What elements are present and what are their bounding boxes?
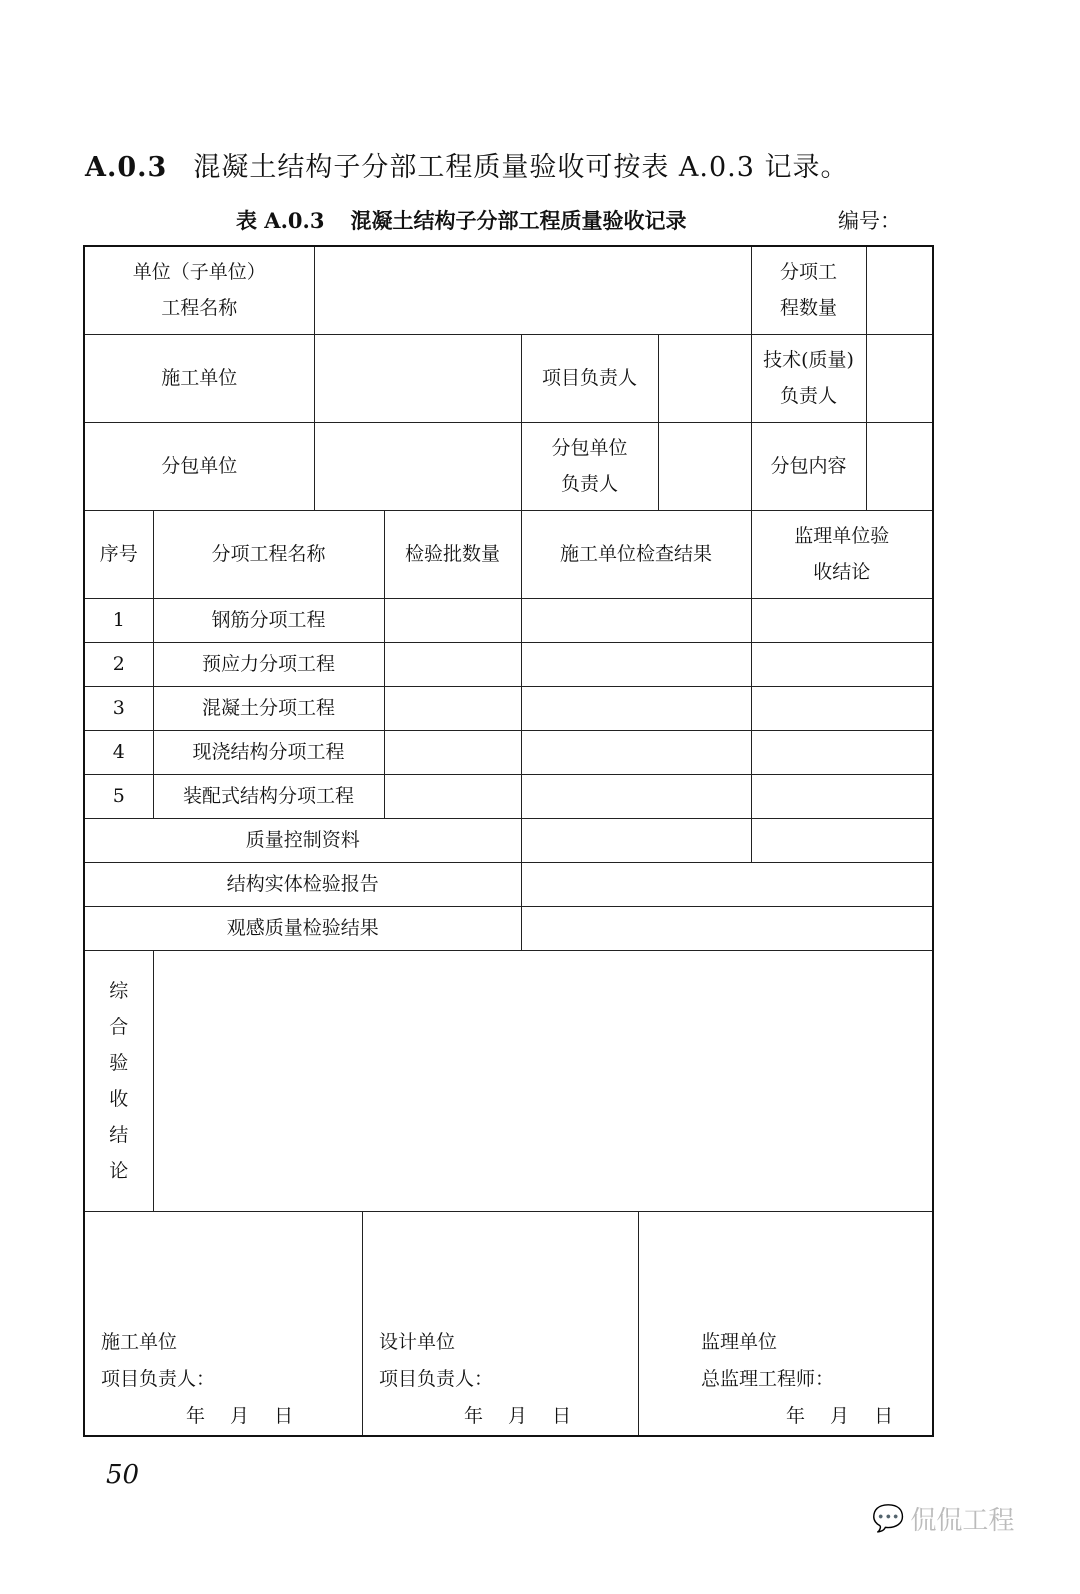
quality-accept-cell[interactable] — [751, 818, 933, 862]
col-batch: 检验批数量 — [384, 510, 521, 598]
conclusion-row — [84, 950, 933, 1211]
table-row — [84, 422, 933, 510]
subcontractor-cell[interactable] — [314, 422, 521, 510]
col-no: 序号 — [84, 510, 153, 598]
code-label: 编号： — [838, 209, 901, 233]
signature-contractor[interactable] — [85, 1212, 362, 1435]
table-id: 表 A.0.3 — [236, 208, 325, 233]
quality-check-cell[interactable] — [521, 818, 751, 862]
accept-cell[interactable] — [751, 642, 933, 686]
item-name: 预应力分项工程 — [153, 642, 384, 686]
table-row — [84, 686, 933, 730]
header-row — [84, 510, 933, 598]
sig-unit: 监理单位 — [701, 1330, 778, 1353]
subcontractor-label: 分包单位 — [84, 422, 314, 510]
table-row — [84, 818, 933, 862]
item-no: 1 — [84, 598, 153, 642]
section-id: A.0.3 — [85, 152, 168, 183]
batch-cell[interactable] — [384, 642, 521, 686]
page-number: 50 — [106, 1460, 140, 1490]
signature-design[interactable] — [362, 1212, 638, 1435]
table-row — [84, 334, 933, 422]
accept-cell[interactable] — [751, 774, 933, 818]
table-row — [84, 730, 933, 774]
col-check: 施工单位检查结果 — [521, 510, 751, 598]
item-no: 4 — [84, 730, 153, 774]
item-count-cell[interactable] — [866, 246, 933, 334]
check-cell[interactable] — [521, 686, 751, 730]
contractor-label: 施工单位 — [84, 334, 314, 422]
project-manager-label: 项目负责人 — [521, 334, 658, 422]
tech-manager-cell[interactable] — [866, 334, 933, 422]
sig-date: 年 月 日 — [786, 1404, 894, 1427]
entity-report-label: 结构实体检验报告 — [84, 862, 521, 906]
sig-unit: 设计单位 — [379, 1330, 456, 1353]
table-title: 混凝土结构子分部工程质量验收记录 — [350, 208, 687, 233]
batch-cell[interactable] — [384, 686, 521, 730]
sig-date: 年 月 日 — [186, 1404, 294, 1427]
section-heading — [85, 145, 849, 184]
item-count-label: 分项工程数量 — [751, 246, 866, 334]
watermark-text: 侃侃工程 — [910, 1506, 1015, 1536]
table-caption — [236, 205, 686, 235]
item-name: 混凝土分项工程 — [153, 686, 384, 730]
project-manager-cell[interactable] — [658, 334, 751, 422]
item-no: 5 — [84, 774, 153, 818]
conclusion-cell[interactable] — [153, 950, 933, 1211]
item-name: 现浇结构分项工程 — [153, 730, 384, 774]
item-no: 3 — [84, 686, 153, 730]
sig-date: 年 月 日 — [464, 1404, 572, 1427]
batch-cell[interactable] — [384, 730, 521, 774]
col-accept: 监理单位验收结论 — [751, 510, 933, 598]
appearance-label: 观感质量检验结果 — [84, 906, 521, 950]
acceptance-table — [83, 245, 934, 1437]
item-name: 装配式结构分项工程 — [153, 774, 384, 818]
signature-row — [84, 1211, 933, 1436]
col-name: 分项工程名称 — [153, 510, 384, 598]
watermark — [872, 1500, 1014, 1537]
project-name-label: 单位（子单位）工程名称 — [84, 246, 314, 334]
table-row — [84, 774, 933, 818]
item-name: 钢筋分项工程 — [153, 598, 384, 642]
appearance-cell[interactable] — [521, 906, 933, 950]
check-cell[interactable] — [521, 642, 751, 686]
table-row — [84, 862, 933, 906]
sig-person: 项目负责人： — [101, 1367, 216, 1390]
section-text: 混凝土结构子分部工程质量验收可按表 A.0.3 记录。 — [193, 152, 849, 183]
contractor-cell[interactable] — [314, 334, 521, 422]
conclusion-label — [84, 950, 153, 1211]
table-row — [84, 246, 933, 334]
accept-cell[interactable] — [751, 598, 933, 642]
table-row — [84, 642, 933, 686]
table-row — [84, 598, 933, 642]
accept-cell[interactable] — [751, 686, 933, 730]
sig-person: 项目负责人： — [379, 1367, 494, 1390]
sig-unit: 施工单位 — [101, 1330, 178, 1353]
subcontract-content-label: 分包内容 — [751, 422, 866, 510]
subcontractor-manager-label: 分包单位负责人 — [521, 422, 658, 510]
wechat-icon: 💬 — [872, 1503, 905, 1534]
signature-container — [84, 1211, 933, 1436]
signature-supervisor[interactable] — [638, 1212, 932, 1435]
check-cell[interactable] — [521, 598, 751, 642]
batch-cell[interactable] — [384, 598, 521, 642]
check-cell[interactable] — [521, 774, 751, 818]
tech-manager-label: 技术(质量)负责人 — [751, 334, 866, 422]
project-name-cell[interactable] — [314, 246, 751, 334]
conclusion-label-text: 综合验收结论 — [109, 979, 129, 1182]
subcontractor-manager-cell[interactable] — [658, 422, 751, 510]
quality-docs-label: 质量控制资料 — [84, 818, 521, 862]
table-row — [84, 906, 933, 950]
check-cell[interactable] — [521, 730, 751, 774]
entity-report-cell[interactable] — [521, 862, 933, 906]
sig-person: 总监理工程师： — [701, 1367, 835, 1390]
subcontract-content-cell[interactable] — [866, 422, 933, 510]
accept-cell[interactable] — [751, 730, 933, 774]
item-no: 2 — [84, 642, 153, 686]
batch-cell[interactable] — [384, 774, 521, 818]
